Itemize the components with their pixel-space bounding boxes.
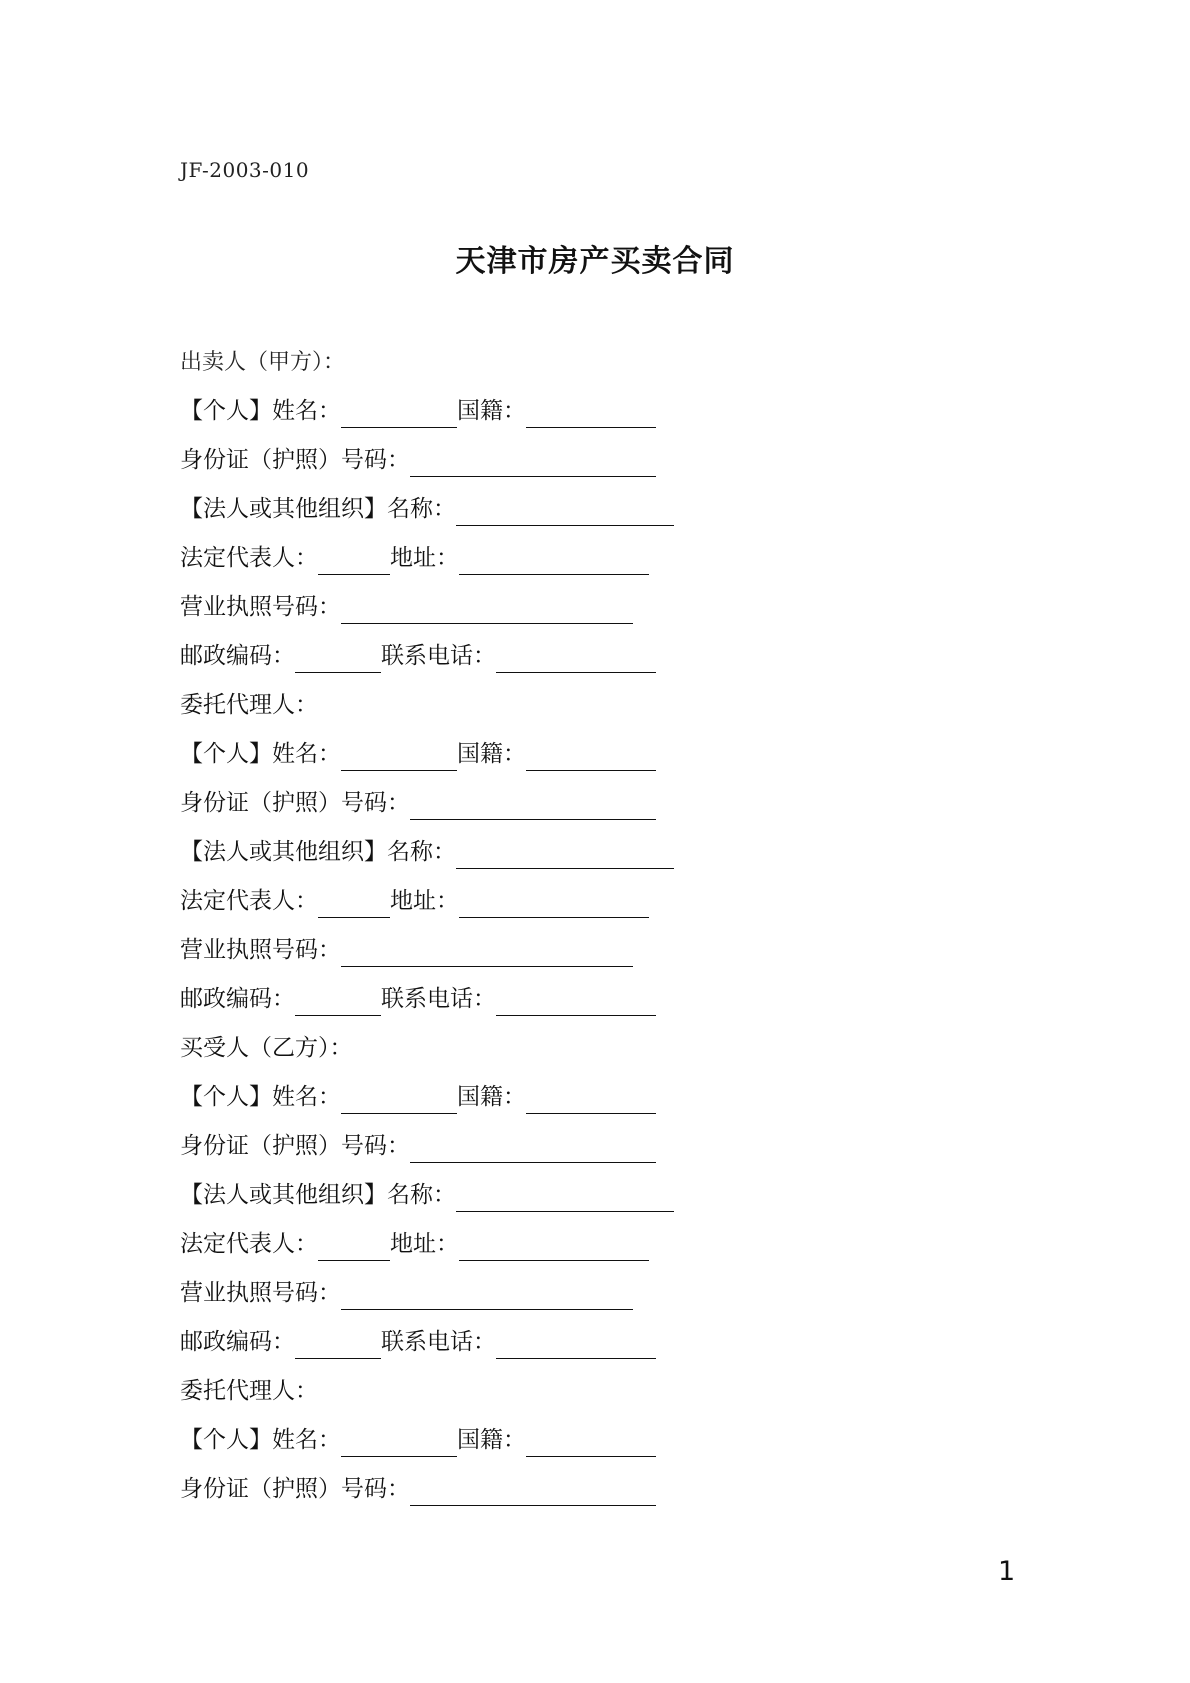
fill-in-blank[interactable] <box>496 979 656 1016</box>
field-label: 【个人】姓名： <box>180 1427 341 1453</box>
form-line <box>180 1416 674 1465</box>
field-label: 【个人】姓名： <box>180 1084 341 1110</box>
form-line <box>180 1318 674 1367</box>
fill-in-blank[interactable] <box>341 734 457 771</box>
form-line <box>180 632 674 681</box>
field-label: 出卖人（甲方）： <box>180 350 346 375</box>
form-line <box>180 779 674 828</box>
field-label: 邮政编码： <box>180 986 295 1012</box>
field-label: 【法人或其他组织】名称： <box>180 839 456 865</box>
fill-in-blank[interactable] <box>410 1469 656 1506</box>
form-line <box>180 730 674 779</box>
form-line <box>180 1367 674 1416</box>
fill-in-blank[interactable] <box>341 587 633 624</box>
field-label: 营业执照号码： <box>180 1280 341 1306</box>
field-label: 委托代理人： <box>180 692 318 718</box>
field-label: 法定代表人： <box>180 545 318 571</box>
form-line <box>180 1220 674 1269</box>
form-line <box>180 1073 674 1122</box>
form-line <box>180 485 674 534</box>
fill-in-blank[interactable] <box>410 1126 656 1163</box>
section-heading <box>180 338 674 387</box>
fill-in-blank[interactable] <box>456 832 674 869</box>
field-label: 【个人】姓名： <box>180 741 341 767</box>
field-label: 国籍： <box>457 1084 526 1110</box>
fill-in-blank[interactable] <box>410 440 656 477</box>
fill-in-blank[interactable] <box>318 881 390 918</box>
form-line <box>180 436 674 485</box>
form-line <box>180 1122 674 1171</box>
field-label: 国籍： <box>457 398 526 424</box>
fill-in-blank[interactable] <box>295 1322 381 1359</box>
form-line <box>180 926 674 975</box>
field-label: 邮政编码： <box>180 1329 295 1355</box>
form-line <box>180 1269 674 1318</box>
field-label: 地址： <box>390 1231 459 1257</box>
field-label: 营业执照号码： <box>180 937 341 963</box>
contract-party-form <box>180 338 674 1514</box>
field-label: 邮政编码： <box>180 643 295 669</box>
fill-in-blank[interactable] <box>526 1420 656 1457</box>
form-line <box>180 828 674 877</box>
form-line <box>180 975 674 1024</box>
fill-in-blank[interactable] <box>526 391 656 428</box>
field-label: 身份证（护照）号码： <box>180 447 410 473</box>
field-label: 身份证（护照）号码： <box>180 1476 410 1502</box>
fill-in-blank[interactable] <box>295 636 381 673</box>
fill-in-blank[interactable] <box>496 636 656 673</box>
form-line <box>180 387 674 436</box>
fill-in-blank[interactable] <box>341 1077 457 1114</box>
fill-in-blank[interactable] <box>526 734 656 771</box>
field-label: 法定代表人： <box>180 888 318 914</box>
field-label: 买受人（乙方）： <box>180 1035 353 1061</box>
form-line <box>180 583 674 632</box>
page-number: 1 <box>998 1556 1016 1587</box>
fill-in-blank[interactable] <box>318 538 390 575</box>
fill-in-blank[interactable] <box>341 391 457 428</box>
fill-in-blank[interactable] <box>459 881 649 918</box>
field-label: 【个人】姓名： <box>180 398 341 424</box>
fill-in-blank[interactable] <box>456 1175 674 1212</box>
fill-in-blank[interactable] <box>456 489 674 526</box>
field-label: 营业执照号码： <box>180 594 341 620</box>
field-label: 国籍： <box>457 741 526 767</box>
form-line <box>180 877 674 926</box>
field-label: 【法人或其他组织】名称： <box>180 1182 456 1208</box>
field-label: 联系电话： <box>381 643 496 669</box>
fill-in-blank[interactable] <box>459 1224 649 1261</box>
fill-in-blank[interactable] <box>496 1322 656 1359</box>
form-line <box>180 1465 674 1514</box>
fill-in-blank[interactable] <box>318 1224 390 1261</box>
field-label: 联系电话： <box>381 986 496 1012</box>
document-title: 天津市房产买卖合同 <box>455 244 735 279</box>
field-label: 【法人或其他组织】名称： <box>180 496 456 522</box>
field-label: 地址： <box>390 888 459 914</box>
fill-in-blank[interactable] <box>341 1273 633 1310</box>
form-line <box>180 1024 674 1073</box>
field-label: 联系电话： <box>381 1329 496 1355</box>
fill-in-blank[interactable] <box>341 930 633 967</box>
field-label: 身份证（护照）号码： <box>180 1133 410 1159</box>
form-line <box>180 1171 674 1220</box>
form-line <box>180 681 674 730</box>
fill-in-blank[interactable] <box>526 1077 656 1114</box>
fill-in-blank[interactable] <box>341 1420 457 1457</box>
field-label: 国籍： <box>457 1427 526 1453</box>
form-line <box>180 534 674 583</box>
field-label: 地址： <box>390 545 459 571</box>
field-label: 委托代理人： <box>180 1378 318 1404</box>
fill-in-blank[interactable] <box>459 538 649 575</box>
fill-in-blank[interactable] <box>295 979 381 1016</box>
document-code: JF-2003-010 <box>180 158 310 182</box>
field-label: 法定代表人： <box>180 1231 318 1257</box>
field-label: 身份证（护照）号码： <box>180 790 410 816</box>
fill-in-blank[interactable] <box>410 783 656 820</box>
